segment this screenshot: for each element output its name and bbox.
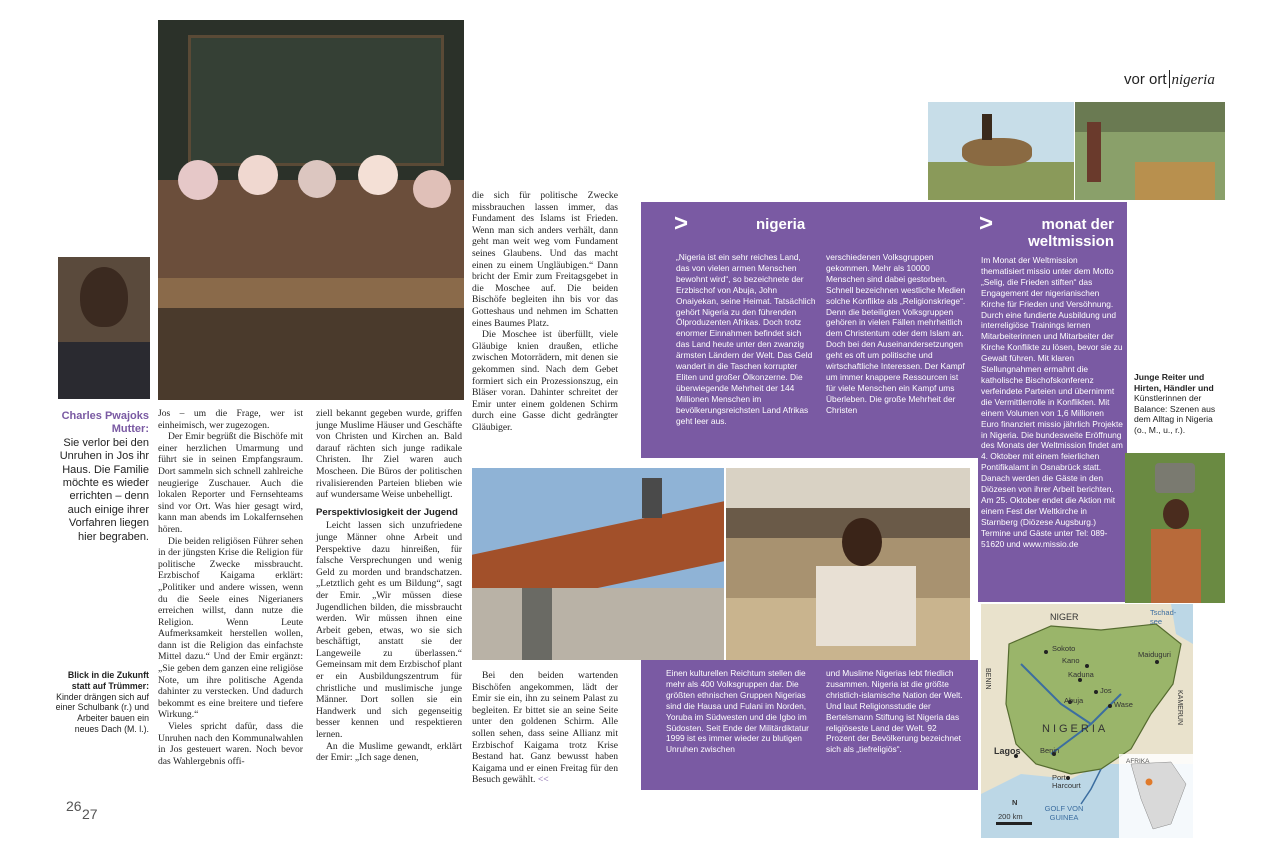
paragraph: Die beiden religiösen Führer sehen in der jüngsten Krise die Religion für politische Zwecke missbraucht. Erzbischof Kaigama erklärt: „Politiker und andere wissen, wenn du die Seele eines Nigerianers erreichen willst, dann nutze die Religion. Wenn Leute Aufmerksamkeit herstellen wollen, dann ist die Religion das einfachste Mittel dazu.“ Und der Emir ergänzt: „Sie geben dem ganzen eine religiöse Note, um ihre politische Agenda dahinter zu verstecken. Und dadurch bekommt es eine breitere und tiefere Wirkung.“ (158, 535, 303, 721)
article-column-1 (158, 408, 303, 767)
portrait-caption (52, 410, 149, 544)
section-header (1124, 70, 1215, 89)
woman-basket-photo (1125, 453, 1225, 603)
paragraph: Die Moschee ist überfüllt, viele Gläubige knien draußen, etliche zwischen Motorrädern, mit denen sie gekommen sind. Nach dem Gebet formiert sich ein Prozessionszug, ein Bläser voran. Dahinter schreitet der Emir unter einem goldenen Schirm durch eine Gasse dicht gedrängter Gläubiger. (472, 329, 618, 433)
map-label-benin: BENIN (984, 668, 991, 690)
herder-boy-photo (726, 468, 970, 660)
city-dot (1094, 690, 1098, 694)
nigeria-arrow-icon: > (674, 210, 689, 237)
page-number-left: 26 (66, 798, 82, 814)
nigeria-box-col-d: und Muslime Nigerias lebt friedlich zusammen. Nigeria ist die größte christlich-islamische Nation der Welt. Und laut Religionsstudie der Bertelsmann Stiftung ist Nigeria das religiöseste Land der Welt. 92 Prozent der Bevölkerung bezeichnet sich als „tiefreligiös“. (826, 668, 963, 755)
school-caption-title: Blick in die Zukunft statt auf Trümmer: (67, 670, 149, 691)
mission-box-text: Im Monat der Weltmission thematisiert missio unter dem Motto „Selig, die Frieden stiften“ das Engagement der nigerianischen Kirche für Frieden und Versöhnung. Durch eine fundierte Ausbildung und interreligiöse Trainings lernen Mitarbeiterinnen und Mitarbeiter der Kirche Konflikte zu lösen, bevor sie zu Gewalt führen. Mit klaren Stellungnahmen ermahnt die katholische Bischofskonferenz verfeindete Parteien und übernimmt die Vermittlerrolle in Konflikten. Mit einem Volumen von 1,6 Millionen Euro finanziert missio jährlich Projekte in Nigeria. Die bundesweite Eröffnung des Monats der Weltmission findet am 4. Oktober mit einem feierlichen Pontifikalamt in Osnabrück statt. Danach werden die Gäste in den Diözesen von ihrer Arbeit berichten. Am 25. Oktober endet die Aktion mit einem Fest der Weltkirche in Starnberg (Diözese Augsburg.) Termine und Gäste unter Tel: 089-51620 und www.missio.de (981, 255, 1123, 549)
mission-arrow-icon: > (979, 210, 994, 237)
portrait-photo (58, 257, 150, 399)
city-sokoto: Sokoto (1052, 644, 1076, 653)
paragraph: Vieles spricht dafür, dass die Unruhen nach den Kommunalwahlen in Jos gesteuert waren. Noch bevor das Wahlergebnis offi- (158, 721, 303, 767)
map-inset-label: AFRIKA (1126, 758, 1150, 765)
paragraph: die sich für politische Zwecke missbrauchen lassen immer, das Fundament des Islams ist Frieden. Wenn man sich anders verhält, dann geht man weit weg vom Fundament seines Glaubens. Und das macht einen zu einem Ungläubigen.“ Dann bricht der Emir zum Freitagsgebet in die Moschee auf. Die beiden Bischöfe begleiten ihn bis vor das Gotteshaus und nehmen im Schatten eines Baumes Platz. (472, 190, 618, 329)
city-wase: Wase (1114, 700, 1133, 709)
section-label: vor ort (1124, 71, 1167, 88)
map-label-niger: NIGER (1050, 612, 1079, 622)
article-column-3-top (472, 190, 618, 433)
city-dot (1155, 660, 1159, 664)
city-port-harcourt: Port Harcourt (1052, 773, 1081, 790)
mission-box-title: monat der weltmission (1028, 216, 1114, 250)
country-label: nigeria (1171, 72, 1215, 88)
school-caption-text: Kinder drängen sich auf einer Schulbank (r.) und Arbeiter bauen ein neues Dach (M. l.). (55, 691, 149, 734)
page-number-right: 27 (82, 806, 98, 822)
paragraph: An die Muslime gewandt, erklärt der Emir: „Ich sage denen, (316, 740, 462, 764)
camel-rider-photo (928, 102, 1074, 200)
nigeria-box-title: nigeria (756, 216, 806, 233)
nigeria-box-col-a: „Nigeria ist ein sehr reiches Land, das von vielen armen Menschen bewohnt wird“, so bezeichnete der Erzbischof von Abuja, John Onaiyekan, seine Heimat. Tatsächlich gehört Nigeria zu den führenden Ölproduzenten Afrikas. Doch trotz enormer Einnahmen befindet sich das Land heute unter den zwanzig ärmsten Ländern der Welt. Das Geld wandert in die Taschen korrupter Eliten und großer Ölkonzerne. Die überwiegende Mehrheit der 144 Millionen Menschen im bevölkerungsreichsten Land Afrikas geht leer aus. (676, 252, 816, 426)
city-dot (1044, 650, 1048, 654)
portrait-caption-text: Sie verlor bei den Unruhen in Jos ihr Haus. Die Familie möchte es wieder errichten – denn auch einige ihrer Vorfahren liegen hier begraben. (59, 436, 149, 543)
paragraph: Jos – um die Frage, wer ist einheimisch, wer zugezogen. (158, 408, 303, 431)
map-sea-label: GOLF VON GUINEA (1044, 804, 1084, 822)
city-kaduna: Kaduna (1068, 670, 1094, 679)
right-caption-text: Künstlerinnen der Balance: Szenen aus dem Alltag in Nigeria (o., M., u., r.). (1134, 393, 1216, 435)
nigeria-box-col-b: verschiedenen Volksgruppen gekommen. Mehr als 10000 Menschen sind dabei gestorben. Schnell bezeichnen westliche Medien solche Konflikte als „Religionskriege“. Denn die beteiligten Volksgruppen gehören in vielen Fällen mehrheitlich dem Christentum oder dem Islam an. Doch bei den Auseinandersetzungen geht es oft um politische und wirtschaftliche Interessen. Der Kampf um immer knappere Ressourcen ist für viele Menschen ein Kampf ums Überleben. Die große Mehrheit der Christen (826, 252, 966, 415)
subheading: Perspektivlosigkeit der Jugend (316, 506, 458, 518)
nigeria-box-col-c: Einen kulturellen Reichtum stellen die mehr als 400 Volksgruppen dar. Die größten ethnischen Gruppen Nigerias sind die Hausa und Fulani im Norden, Yoruba im Südwesten und die Igbo im Südosten. Seit Ende der Militärdiktatur 1999 ist es immer wieder zu blutigen Unruhen zwischen (666, 668, 809, 755)
portrait-caption-name: Charles Pwajoks Mutter: (61, 410, 149, 436)
city-benin: Benin (1040, 746, 1060, 755)
city-abuja: Abuja (1064, 696, 1084, 705)
article-column-3-bottom (472, 670, 618, 786)
paragraph: ziell bekannt gegeben wurde, griffen junge Muslime Häuser und Geschäfte von Christen und Kirchen an. Bald darauf rächten sich junge radikale Christen. Ihr Ziel waren auch Moscheen. Die Büros der politischen rivalisierenden Parteien blieben wie auf wundersame Weise unbehelligt. (316, 408, 462, 501)
paragraph: Leicht lassen sich unzufriedene junge Männer ohne Arbeit und Perspektive dazu hinreißen, für falsche Versprechungen und wenig Geld zu morden und brandschatzen. „Letztlich geht es um Bildung“, sagt der Emir. „Wir müssen diese Jugendlichen bilden, die missbraucht werden. Wir müssen ihnen eine Arbeit geben, etwas, wo sie sich beschäftigt, anstatt sie der Langeweile zu überlassen.“ Gemeinsam mit dem Erzbischof plant er ein Ausbildungszentrum für christliche und muslimische junge Männer. Dort sollen sie ein Handwerk und sich gegenseitig besser kennen und respektieren lernen. (316, 520, 462, 741)
right-caption-title: Junge Reiter und Hirten, Händler und (1134, 372, 1214, 393)
article-column-2 (316, 408, 462, 764)
end-mark: << (537, 774, 549, 786)
map-label-lake: Tschad-see (1150, 608, 1177, 626)
roof-workers-photo (472, 468, 724, 660)
city-kano: Kano (1062, 656, 1080, 665)
school-caption (52, 670, 149, 735)
map-scale-label: 200 km (998, 812, 1023, 821)
map-label-nigeria: NIGERIA (1042, 723, 1109, 735)
market-photo (1075, 102, 1225, 200)
map-label-kamerun: KAMERUN (1176, 690, 1183, 726)
city-jos: Jos (1100, 686, 1112, 695)
classroom-photo (158, 20, 464, 400)
city-lagos: Lagos (994, 746, 1021, 756)
paragraph: Der Emir begrüßt die Bischöfe mit einer herzlichen Umarmung und führt sie in seinen Empfangsraum. Dort sammeln sich schnell zahlreiche neugierige Zuschauer. Auch die lokalen Reporter und Fernsehteams sind vor Ort. Was hier gesagt wird, kann man abends im Lokalfernsehen hören. (158, 431, 303, 535)
city-dot (1085, 664, 1089, 668)
right-photo-caption (1134, 372, 1226, 436)
city-maiduguri: Maiduguri (1138, 650, 1171, 659)
city-dot (1108, 704, 1112, 708)
paragraph: Bei den beiden wartenden Bischöfen angekommen, lädt der Emir sie ein, ihn zu seinem Palast zu begleiten. Er bittet sie an seine Seite unter den goldenen Schirm. Alle sollen sehen, dass seine Allianz mit Erzbischof Kaigama trotz Krise Bestand hat. Ganz bewusst haben Kaigama und er einen Freitag für den Besuch gewählt. << (472, 670, 618, 786)
map-north-icon: N (1012, 798, 1018, 807)
map-scale-bar (996, 822, 1032, 825)
